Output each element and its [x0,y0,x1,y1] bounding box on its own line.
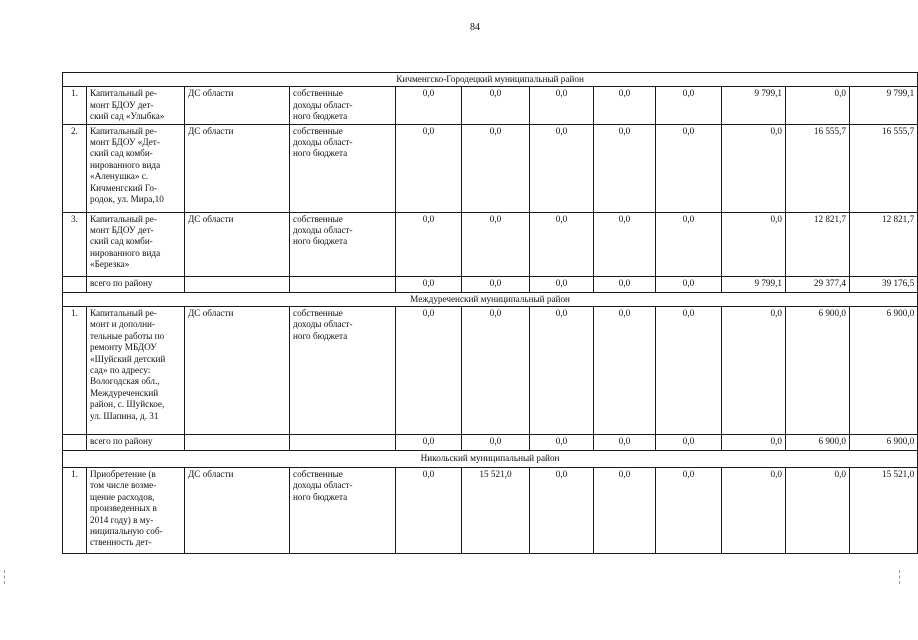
value-cell: 0,0 [462,87,530,124]
value-cell: 0,0 [656,124,722,212]
value-cell: 0,0 [656,307,722,435]
total-row [63,276,918,292]
funding-source: собственные доходы област- ного бюджета [290,307,396,435]
total-row [63,435,918,451]
value-cell: 0,0 [530,87,594,124]
funding-table [62,72,918,554]
total-value-cell: 6 900,0 [850,435,918,451]
empty-cell [63,276,87,292]
value-cell: 9 799,1 [722,87,786,124]
value-cell: 0,0 [594,212,656,276]
value-cell: 0,0 [722,124,786,212]
project-name: Капитальный ре- монт и дополни- тельные работы по ремонту МБДОУ «Шуйский детский сад» по адресу: Вологодская обл., Междуреченский район, с. Шуйское, ул. Шапина, д. 31 [87,307,185,435]
value-cell: 0,0 [786,468,850,554]
value-cell: 0,0 [786,87,850,124]
section-title: Никольский муниципальный район [63,451,918,468]
section-title: Кичменгско-Городецкий муниципальный район [63,73,918,87]
value-cell: 0,0 [594,307,656,435]
value-cell: 0,0 [530,124,594,212]
empty-cell [290,276,396,292]
page-number: 84 [470,22,480,33]
total-value-cell: 6 900,0 [786,435,850,451]
project-name: Капитальный ре- монт БДОУ дет- ский сад комби- нированного вида «Березка» [87,212,185,276]
value-cell: 0,0 [530,307,594,435]
empty-cell [63,435,87,451]
project-name: Приобретение (в том числе возме- щение расходов, произведенных в 2014 году) в му- ниципальную соб- ственность дет- [87,468,185,554]
value-cell: 0,0 [656,212,722,276]
value-cell: 0,0 [656,468,722,554]
section-header-row [63,73,918,87]
value-cell: 0,0 [594,87,656,124]
value-cell: 0,0 [396,307,462,435]
scan-edge-mark-left [4,570,6,584]
funding-source: собственные доходы област- ного бюджета [290,212,396,276]
empty-cell [185,435,290,451]
funding-source: собственные доходы област- ного бюджета [290,124,396,212]
row-number: 1. [63,468,87,554]
total-value-cell: 0,0 [722,435,786,451]
value-cell: 0,0 [722,468,786,554]
row-number: 3. [63,212,87,276]
total-value-cell: 39 176,5 [850,276,918,292]
scan-edge-mark-right [899,570,901,584]
project-name: Капитальный ре- монт БДОУ дет- ский сад «Улыбка» [87,87,185,124]
section-header-row [63,292,918,306]
table-row [63,124,918,212]
recipient: ДС области [185,124,290,212]
value-cell: 0,0 [594,124,656,212]
section-title: Междуреченский муниципальный район [63,292,918,306]
value-cell: 0,0 [396,87,462,124]
empty-cell [185,276,290,292]
table-row [63,468,918,554]
total-value-cell: 29 377,4 [786,276,850,292]
total-value-cell: 9 799,1 [722,276,786,292]
value-cell: 12 821,7 [850,212,918,276]
value-cell: 6 900,0 [850,307,918,435]
value-cell: 0,0 [396,124,462,212]
value-cell: 0,0 [462,124,530,212]
total-value-cell: 0,0 [396,276,462,292]
table-row [63,307,918,435]
empty-cell [290,435,396,451]
total-value-cell: 0,0 [656,435,722,451]
funding-source: собственные доходы област- ного бюджета [290,468,396,554]
row-number: 2. [63,124,87,212]
section-header-row [63,451,918,468]
total-value-cell: 0,0 [530,435,594,451]
total-label: всего по району [87,276,185,292]
table-row [63,87,918,124]
value-cell: 16 555,7 [786,124,850,212]
value-cell: 9 799,1 [850,87,918,124]
total-value-cell: 0,0 [530,276,594,292]
recipient: ДС области [185,212,290,276]
value-cell: 0,0 [396,212,462,276]
total-value-cell: 0,0 [462,276,530,292]
value-cell: 0,0 [530,468,594,554]
value-cell: 15 521,0 [462,468,530,554]
row-number: 1. [63,307,87,435]
total-value-cell: 0,0 [462,435,530,451]
total-value-cell: 0,0 [656,276,722,292]
recipient: ДС области [185,87,290,124]
value-cell: 0,0 [462,307,530,435]
value-cell: 12 821,7 [786,212,850,276]
table-row [63,212,918,276]
funding-source: собственные доходы област- ного бюджета [290,87,396,124]
total-value-cell: 0,0 [594,435,656,451]
value-cell: 0,0 [530,212,594,276]
value-cell: 6 900,0 [786,307,850,435]
recipient: ДС области [185,468,290,554]
value-cell: 0,0 [594,468,656,554]
value-cell: 0,0 [722,212,786,276]
total-value-cell: 0,0 [594,276,656,292]
project-name: Капитальный ре- монт БДОУ «Дет- ский сад комби- нированного вида «Аленушка» с. Кичменгский Го- родок, ул. Мира,10 [87,124,185,212]
value-cell: 0,0 [396,468,462,554]
value-cell: 0,0 [722,307,786,435]
recipient: ДС области [185,307,290,435]
value-cell: 16 555,7 [850,124,918,212]
total-label: всего по району [87,435,185,451]
total-value-cell: 0,0 [396,435,462,451]
row-number: 1. [63,87,87,124]
value-cell: 15 521,0 [850,468,918,554]
value-cell: 0,0 [462,212,530,276]
value-cell: 0,0 [656,87,722,124]
